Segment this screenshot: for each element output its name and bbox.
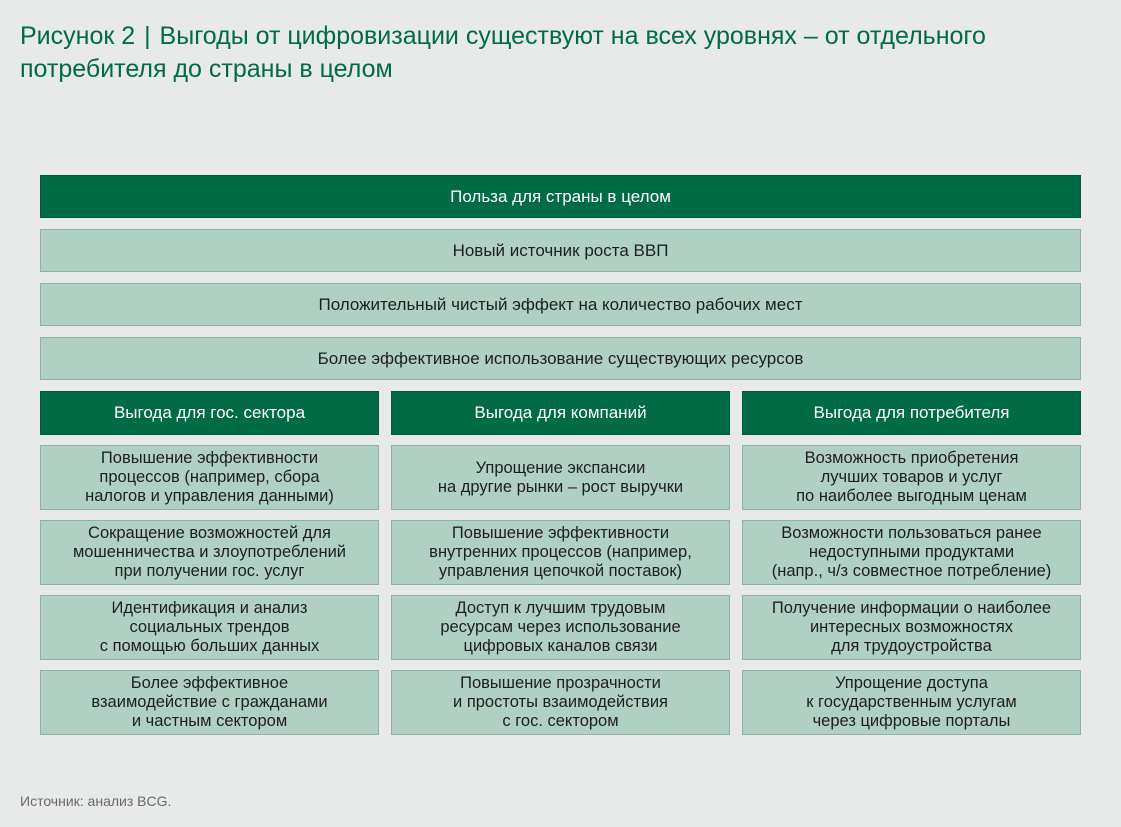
country-benefit-row: Положительный чистый эффект на количество рабочих мест (40, 283, 1081, 326)
public-sector-benefit: Повышение эффективности процессов (например, сбора налогов и управления данными) (40, 445, 379, 510)
companies-benefit: Повышение прозрачности и простоты взаимодействия с гос. сектором (391, 670, 730, 735)
public-sector-header: Выгода для гос. сектора (40, 391, 379, 435)
source-note: Источник: анализ BCG. (20, 793, 172, 809)
companies-benefit: Повышение эффективности внутренних процессов (например, управления цепочкой поставок) (391, 520, 730, 585)
companies-header: Выгода для компаний (391, 391, 730, 435)
figure-title-text: Выгоды от цифровизации существуют на всех уровнях – от отдельного потребителя до страны в целом (20, 22, 986, 83)
consumer-header: Выгода для потребителя (742, 391, 1081, 435)
public-sector-benefit: Сокращение возможностей для мошенничества и злоупотреблений при получении гос. услуг (40, 520, 379, 585)
country-benefit-row: Более эффективное использование существующих ресурсов (40, 337, 1081, 380)
country-benefit-header: Польза для страны в целом (40, 175, 1081, 218)
consumer-benefit: Упрощение доступа к государственным услугам через цифровые порталы (742, 670, 1081, 735)
companies-benefit: Упрощение экспансии на другие рынки – рост выручки (391, 445, 730, 510)
companies-benefit: Доступ к лучшим трудовым ресурсам через использование цифровых каналов связи (391, 595, 730, 660)
title-separator: | (144, 22, 151, 50)
consumer-benefit: Получение информации о наиболее интересных возможностях для трудоустройства (742, 595, 1081, 660)
country-benefit-row: Новый источник роста ВВП (40, 229, 1081, 272)
figure-title (20, 20, 1110, 86)
figure-number: Рисунок 2 (20, 22, 136, 50)
consumer-benefit: Возможность приобретения лучших товаров и услуг по наиболее выгодным ценам (742, 445, 1081, 510)
consumer-benefit: Возможности пользоваться ранее недоступными продуктами (напр., ч/з совместное потребление) (742, 520, 1081, 585)
public-sector-benefit: Более эффективное взаимодействие с гражданами и частным сектором (40, 670, 379, 735)
public-sector-benefit: Идентификация и анализ социальных трендов с помощью больших данных (40, 595, 379, 660)
